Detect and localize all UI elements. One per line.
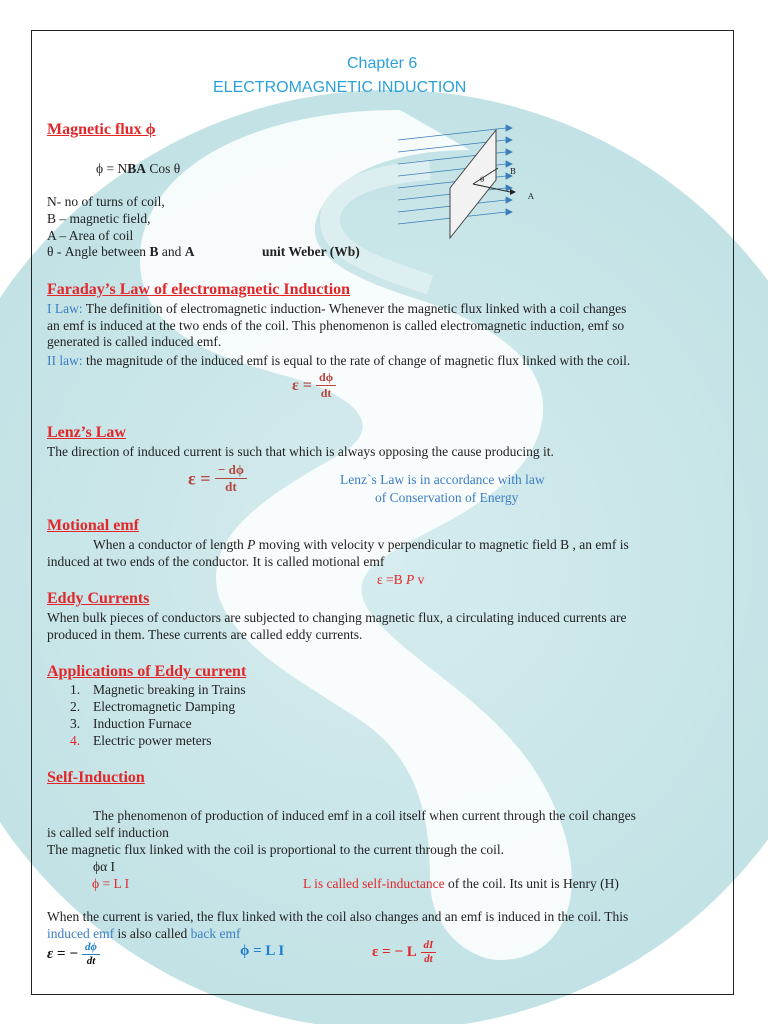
f3-lhs: ε = − L [372,944,417,960]
flux-formula [96,161,180,177]
emf-inductance-formula [372,939,436,966]
self-induction-line1: The phenomenon of production of induced emf in a coil itself when current through the coil changes [93,808,636,823]
motional-eq-b: v [414,572,425,587]
motional-line1-p: P [247,537,256,552]
list-item [70,682,80,698]
list-item-text: Induction Furnace [93,716,192,731]
eddy-line2: produced in them. These currents are called eddy currents. [47,627,363,642]
f1-den: dt [86,955,96,967]
diagram-b-label: B [510,167,516,176]
f3-num: dI [421,939,437,953]
angle-prefix: θ - Angle between [47,244,150,259]
law2-text: the magnitude of the induced emf is equal to the rate of change of magnetic flux linked with the coil. [82,353,631,368]
self-inductance-definition [303,876,619,892]
list-number: 3. [70,716,81,731]
f1-lhs: ε = − [47,946,79,962]
lenz-eq-den: dt [225,479,237,494]
flux-formula-suffix: Cos θ [145,161,181,176]
eddy-line1: When bulk pieces of conductors are subjected to changing magnetic flux, a circulating induced currents are [47,610,627,625]
faraday-law2 [47,353,630,369]
self-inductance-term: L is called self-inductance [303,876,445,891]
definition-b: B – magnetic field, [47,211,151,226]
list-number: 1. [70,682,81,697]
angle-a: A [184,244,195,259]
back-emf-formula [47,941,100,968]
lenz-eq-num: − dϕ [215,462,247,479]
line5-mid: is also called [114,926,191,941]
lenz-note-line1: Lenz`s Law is in accordance with law [340,472,545,487]
list-item-text: Magnetic breaking in Trains [93,682,246,697]
flux-formula-prefix: ϕ = N [96,161,128,176]
flux-inductance-formula: ϕ = L I [240,943,285,959]
section-heading-self-induction: Self-Induction [47,769,145,786]
self-induction-line3: The magnetic flux linked with the coil is proportional to the current through the coil. [47,842,505,857]
faraday-eq-den: dt [320,386,332,400]
section-heading-magnetic-flux: Magnetic flux ϕ [47,121,156,138]
flux-diagram [398,118,548,246]
self-induction-line5 [47,926,240,942]
motional-eq-p: P [406,572,415,587]
flux-unit: unit Weber (Wb) [262,244,360,259]
section-heading-applications: Applications of Eddy current [47,663,247,680]
f1-num: dϕ [82,941,100,955]
self-induction-line2: is called self induction [47,825,169,840]
section-heading-lenz: Lenz’s Law [47,424,126,441]
faraday-equation [292,370,336,401]
angle-b: B [149,244,159,259]
self-inductance-unit: of the coil. Its unit is Henry (H) [444,876,619,891]
faraday-law1-line2: an emf is induced at the two ends of the coil. This phenomenon is called electromagnetic induction, emf so [47,318,625,333]
back-emf-term: back emf [190,926,241,941]
motional-line1-b: moving with velocity v perpendicular to magnetic field B , an emf is [255,537,629,552]
induced-emf-term: induced emf [47,926,115,941]
list-number: 4. [70,733,81,748]
law1-label: I Law: [47,301,83,316]
list-number: 2. [70,699,81,714]
self-induction-eq1: ϕ = L I [92,876,130,891]
faraday-eq-lhs: ε = [292,377,312,394]
definition-n: N- no of turns of coil, [47,194,165,209]
faraday-law1-line1 [47,301,626,317]
f3-den: dt [424,953,433,965]
list-item [70,716,80,732]
motional-equation [377,572,424,588]
faraday-law1-line3: generated is called induced emf. [47,334,222,349]
self-induction-line4: When the current is varied, the flux linked with the coil also changes and an emf is induced in the coil. This [47,909,629,924]
list-item-text: Electromagnetic Damping [93,699,236,714]
list-item-text: Electric power meters [93,733,212,748]
lenz-note-line2: of Conservation of Energy [375,490,519,505]
lenz-text: The direction of induced current is such that which is always opposing the cause producing it. [47,444,554,459]
section-heading-motional-emf: Motional emf [47,517,139,534]
self-induction-proportional: ϕα I [93,859,116,874]
definition-theta [47,244,194,260]
law2-label: II law: [47,353,83,368]
lenz-eq-lhs: ε = [188,468,211,489]
motional-eq-a: ε =B [377,572,407,587]
list-item [70,733,80,749]
angle-and: and [158,244,185,259]
section-heading-eddy: Eddy Currents [47,590,150,607]
definition-a: A – Area of coil [47,228,134,243]
chapter-label: Chapter 6 [347,55,418,72]
motional-line1 [93,537,629,553]
law1-text: The definition of electromagnetic induction- Whenever the magnetic flux linked with a coil changes [82,301,627,316]
section-heading-faraday: Faraday’s Law of electromagnetic Induction [47,281,351,298]
diagram-a-label: A [528,192,534,201]
diagram-theta-label: θ [480,176,485,184]
chapter-title: ELECTROMAGNETIC INDUCTION [213,79,467,96]
list-item [70,699,80,715]
motional-line1-a: When a conductor of length [93,537,248,552]
motional-line2: induced at two ends of the conductor. It is called motional emf [47,554,385,569]
lenz-equation [188,462,247,495]
flux-formula-bold: BA [127,161,146,176]
faraday-eq-num: dϕ [316,370,336,386]
